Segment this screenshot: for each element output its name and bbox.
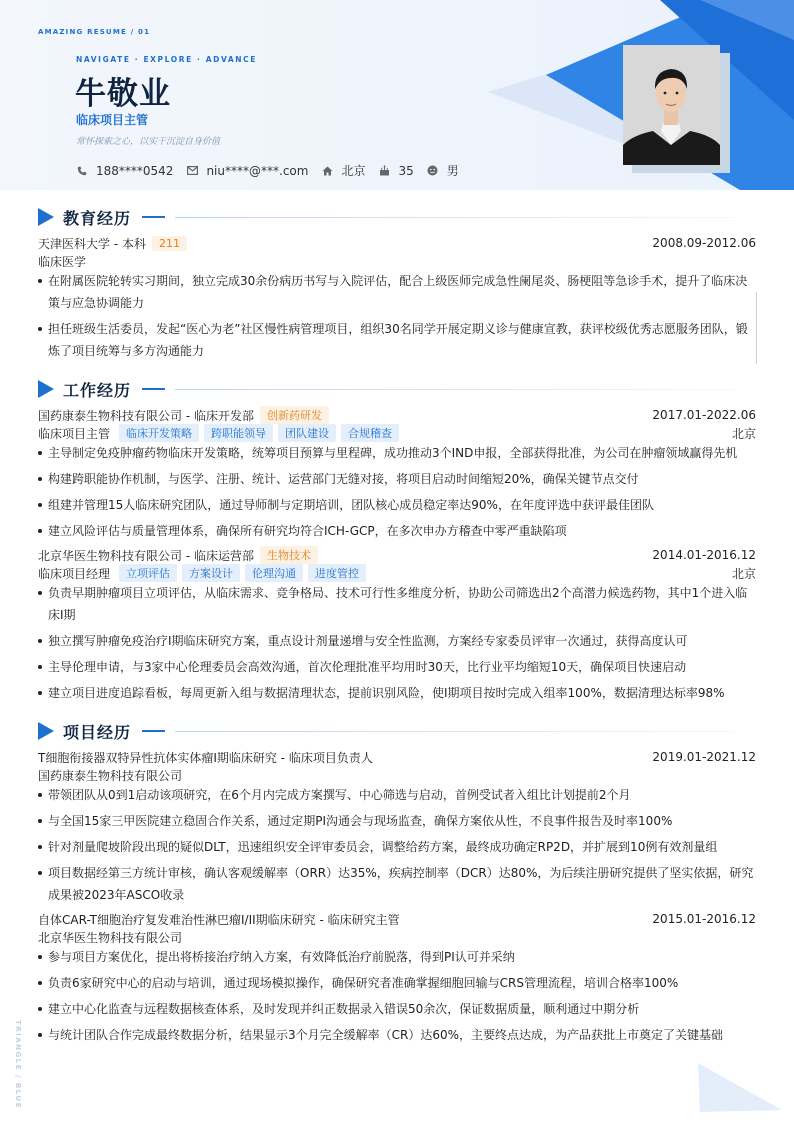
list-item: 建立风险评估与质量管理体系，确保所有研究均符合ICH-GCP，在多次申办方稽查中零严重缺陷项 <box>38 520 756 542</box>
face-icon <box>427 165 439 177</box>
education-major: 临床医学 <box>38 254 87 269</box>
skill-tag: 方案设计 <box>182 564 240 582</box>
skill-tag: 团队建设 <box>278 424 336 442</box>
section-divider <box>175 217 735 218</box>
list-item: 项目数据经第三方统计审核，确认客观缓解率（ORR）达35%，疾病控制率（DCR）达80%，为后续注册研究提供了坚实依据，研究成果被2023年ASCO收录 <box>38 862 756 906</box>
education-date: 2008.09-2012.06 <box>652 236 756 250</box>
list-item: 负责早期肿瘤项目立项评估，从临床需求、竞争格局、技术可行性多维度分析，协助公司筛选出2个高潜力候选药物，其中1个进入临床I期 <box>38 582 756 626</box>
project-org: 北京华医生物科技有限公司 <box>38 930 183 945</box>
phone-icon <box>76 165 88 177</box>
triangle-arrow-icon <box>38 208 54 226</box>
job-position-row <box>38 424 756 442</box>
list-item: 带领团队从0到1启动该项研究，在6个月内完成方案撰写、中心筛选与启动，首例受试者入组比计划提前2个月 <box>38 784 756 806</box>
list-item: 与全国15家三甲医院建立稳固合作关系，通过定期PI沟通会与现场监查，确保方案依从性，不良事件报告及时率100% <box>38 810 756 832</box>
list-item: 建立项目进度追踪看板，每周更新入组与数据清理状态，提前识别风险，使I期项目按时完成入组率100%，数据清理达标率98% <box>38 682 756 704</box>
skill-tag: 立项评估 <box>119 564 177 582</box>
contact-phone <box>76 164 173 178</box>
list-item: 独立撰写肿瘤免疫治疗I期临床研究方案，重点设计剂量递增与安全性监测，方案经专家委员评审一次通过，获得高度认可 <box>38 630 756 652</box>
contact-city <box>321 162 365 179</box>
job-header <box>38 546 756 564</box>
skill-tag: 跨职能领导 <box>204 424 273 442</box>
job-city: 北京 <box>731 426 756 441</box>
work-section-header <box>38 379 735 399</box>
section-title: 工作经历 <box>63 380 132 400</box>
project-org: 国药康泰生物科技有限公司 <box>38 768 183 783</box>
contact-email <box>186 164 308 178</box>
project-name: 自体CAR-T细胞治疗复发难治性淋巴瘤I/II期临床研究 - 临床研究主管 <box>38 912 400 927</box>
cake-icon <box>378 165 390 177</box>
list-item: 组建并管理15人临床研究团队，通过导师制与定期培训，团队核心成员稳定率达90%，在年度评选中获评最佳团队 <box>38 494 756 516</box>
contact-list <box>76 162 472 179</box>
list-item: 担任班级生活委员，发起“医心为老”社区慢性病管理项目，组织30名同学开展定期义诊与健康宣教，获评校级优秀志愿服务团队，锻炼了项目统筹与多方沟通能力 <box>38 318 756 362</box>
list-item: 针对剂量爬坡阶段出现的疑似DLT，迅速组织安全评审委员会，调整给药方案，最终成功确定RP2D，并扩展到10例有效剂量组 <box>38 836 756 858</box>
mail-icon <box>186 165 198 177</box>
project-org-row <box>38 766 756 784</box>
list-item: 主导制定免疫肿瘤药物临床开发策略，统筹项目预算与里程碑，成功推动3个IND申报，全部获得批准，为公司在肿瘤领域赢得先机 <box>38 442 756 464</box>
side-vertical-label: TRIANGLE / BLUE <box>14 1020 22 1109</box>
section-title: 项目经历 <box>63 722 132 742</box>
candidate-role: 临床项目主管 <box>76 113 149 127</box>
list-item: 构建跨职能协作机制，与医学、注册、统计、运营部门无缝对接，将项目启动时间缩短20%，确保关键节点交付 <box>38 468 756 490</box>
candidate-slogan: 常怀探索之心，以实干沉淀自身价值 <box>76 137 221 147</box>
job-tag: 创新药研发 <box>260 406 329 424</box>
section-divider <box>175 731 735 732</box>
project-header <box>38 910 756 928</box>
job-company: 国药康泰生物科技有限公司 - 临床开发部 <box>38 408 254 423</box>
resume-header <box>0 0 794 190</box>
contact-city-text: 北京 <box>341 164 366 178</box>
skill-tag: 伦理沟通 <box>245 564 303 582</box>
education-section-header <box>38 207 735 227</box>
skill-tags <box>114 424 399 442</box>
contact-gender-text: 男 <box>446 164 459 178</box>
job-company: 北京华医生物科技有限公司 - 临床运营部 <box>38 548 254 563</box>
triangle-arrow-icon <box>38 722 54 740</box>
contact-gender <box>427 162 459 179</box>
project-name: T细胞衔接器双特异性抗体实体瘤I期临床研究 - 临床项目负责人 <box>38 750 373 765</box>
header-motto: NAVIGATE · EXPLORE · ADVANCE <box>76 55 257 64</box>
job-position: 临床项目经理 <box>38 566 111 581</box>
education-major-row <box>38 252 756 270</box>
education-entry-header <box>38 234 756 252</box>
section-dash <box>142 730 165 732</box>
list-item: 建立中心化监查与远程数据核查体系，及时发现并纠正数据录入错误50余次，保证数据质量，顺利通过中期分析 <box>38 998 756 1020</box>
section-divider <box>175 389 735 390</box>
resume-kicker: AMAZING RESUME / 01 <box>38 28 151 36</box>
list-item: 主导伦理申请，与3家中心伦理委员会高效沟通，首次伦理批准平均用时30天，比行业平均缩短10天，确保项目快速启动 <box>38 656 756 678</box>
job-header <box>38 406 756 424</box>
job-position-row <box>38 564 756 582</box>
section-dash <box>142 388 165 390</box>
project-header <box>38 748 756 766</box>
project-org-row <box>38 928 756 946</box>
list-item: 负责6家研究中心的启动与培训，通过现场模拟操作，确保研究者准确掌握细胞回输与CRS管理流程，培训合格率100% <box>38 972 756 994</box>
job-tag: 生物技术 <box>260 546 318 564</box>
project-date: 2019.01-2021.12 <box>652 750 756 764</box>
school-tag: 211 <box>152 236 187 251</box>
projects-section-header <box>38 721 735 741</box>
contact-age <box>378 164 413 178</box>
list-item: 参与项目方案优化，提出将桥接治疗纳入方案，有效降低治疗前脱落，得到PI认可并采纳 <box>38 946 756 968</box>
skill-tags <box>114 564 366 582</box>
project-date: 2015.01-2016.12 <box>652 912 756 926</box>
job-position: 临床项目主管 <box>38 426 111 441</box>
home-icon <box>321 165 333 177</box>
skill-tag: 进度管控 <box>308 564 366 582</box>
section-dash <box>142 216 165 218</box>
candidate-name: 牛敬业 <box>75 76 171 112</box>
triangle-arrow-icon <box>38 380 54 398</box>
job-city: 北京 <box>731 566 756 581</box>
skill-tag: 合规稽查 <box>341 424 399 442</box>
list-item: 在附属医院轮转实习期间，独立完成30余份病历书写与入院评估，配合上级医师完成急性阑尾炎、肠梗阻等急诊手术，提升了临床决策与应急协调能力 <box>38 270 756 314</box>
contact-email-text: niu****@***.com <box>206 163 309 178</box>
job-date: 2014.01-2016.12 <box>652 548 756 562</box>
job-date: 2017.01-2022.06 <box>652 408 756 422</box>
contact-age-text: 35 <box>398 163 414 178</box>
skill-tag: 临床开发策略 <box>119 424 199 442</box>
school-name: 天津医科大学 - 本科 <box>38 236 146 251</box>
footer-triangle-decoration <box>690 1060 794 1123</box>
side-accent-bar <box>756 292 757 364</box>
profile-photo <box>623 45 720 165</box>
list-item: 与统计团队合作完成最终数据分析，结果显示3个月完全缓解率（CR）达60%，主要终点达成，为产品获批上市奠定了关键基础 <box>38 1024 756 1046</box>
section-title: 教育经历 <box>63 208 132 228</box>
contact-phone-text: 188****0542 <box>96 163 174 178</box>
